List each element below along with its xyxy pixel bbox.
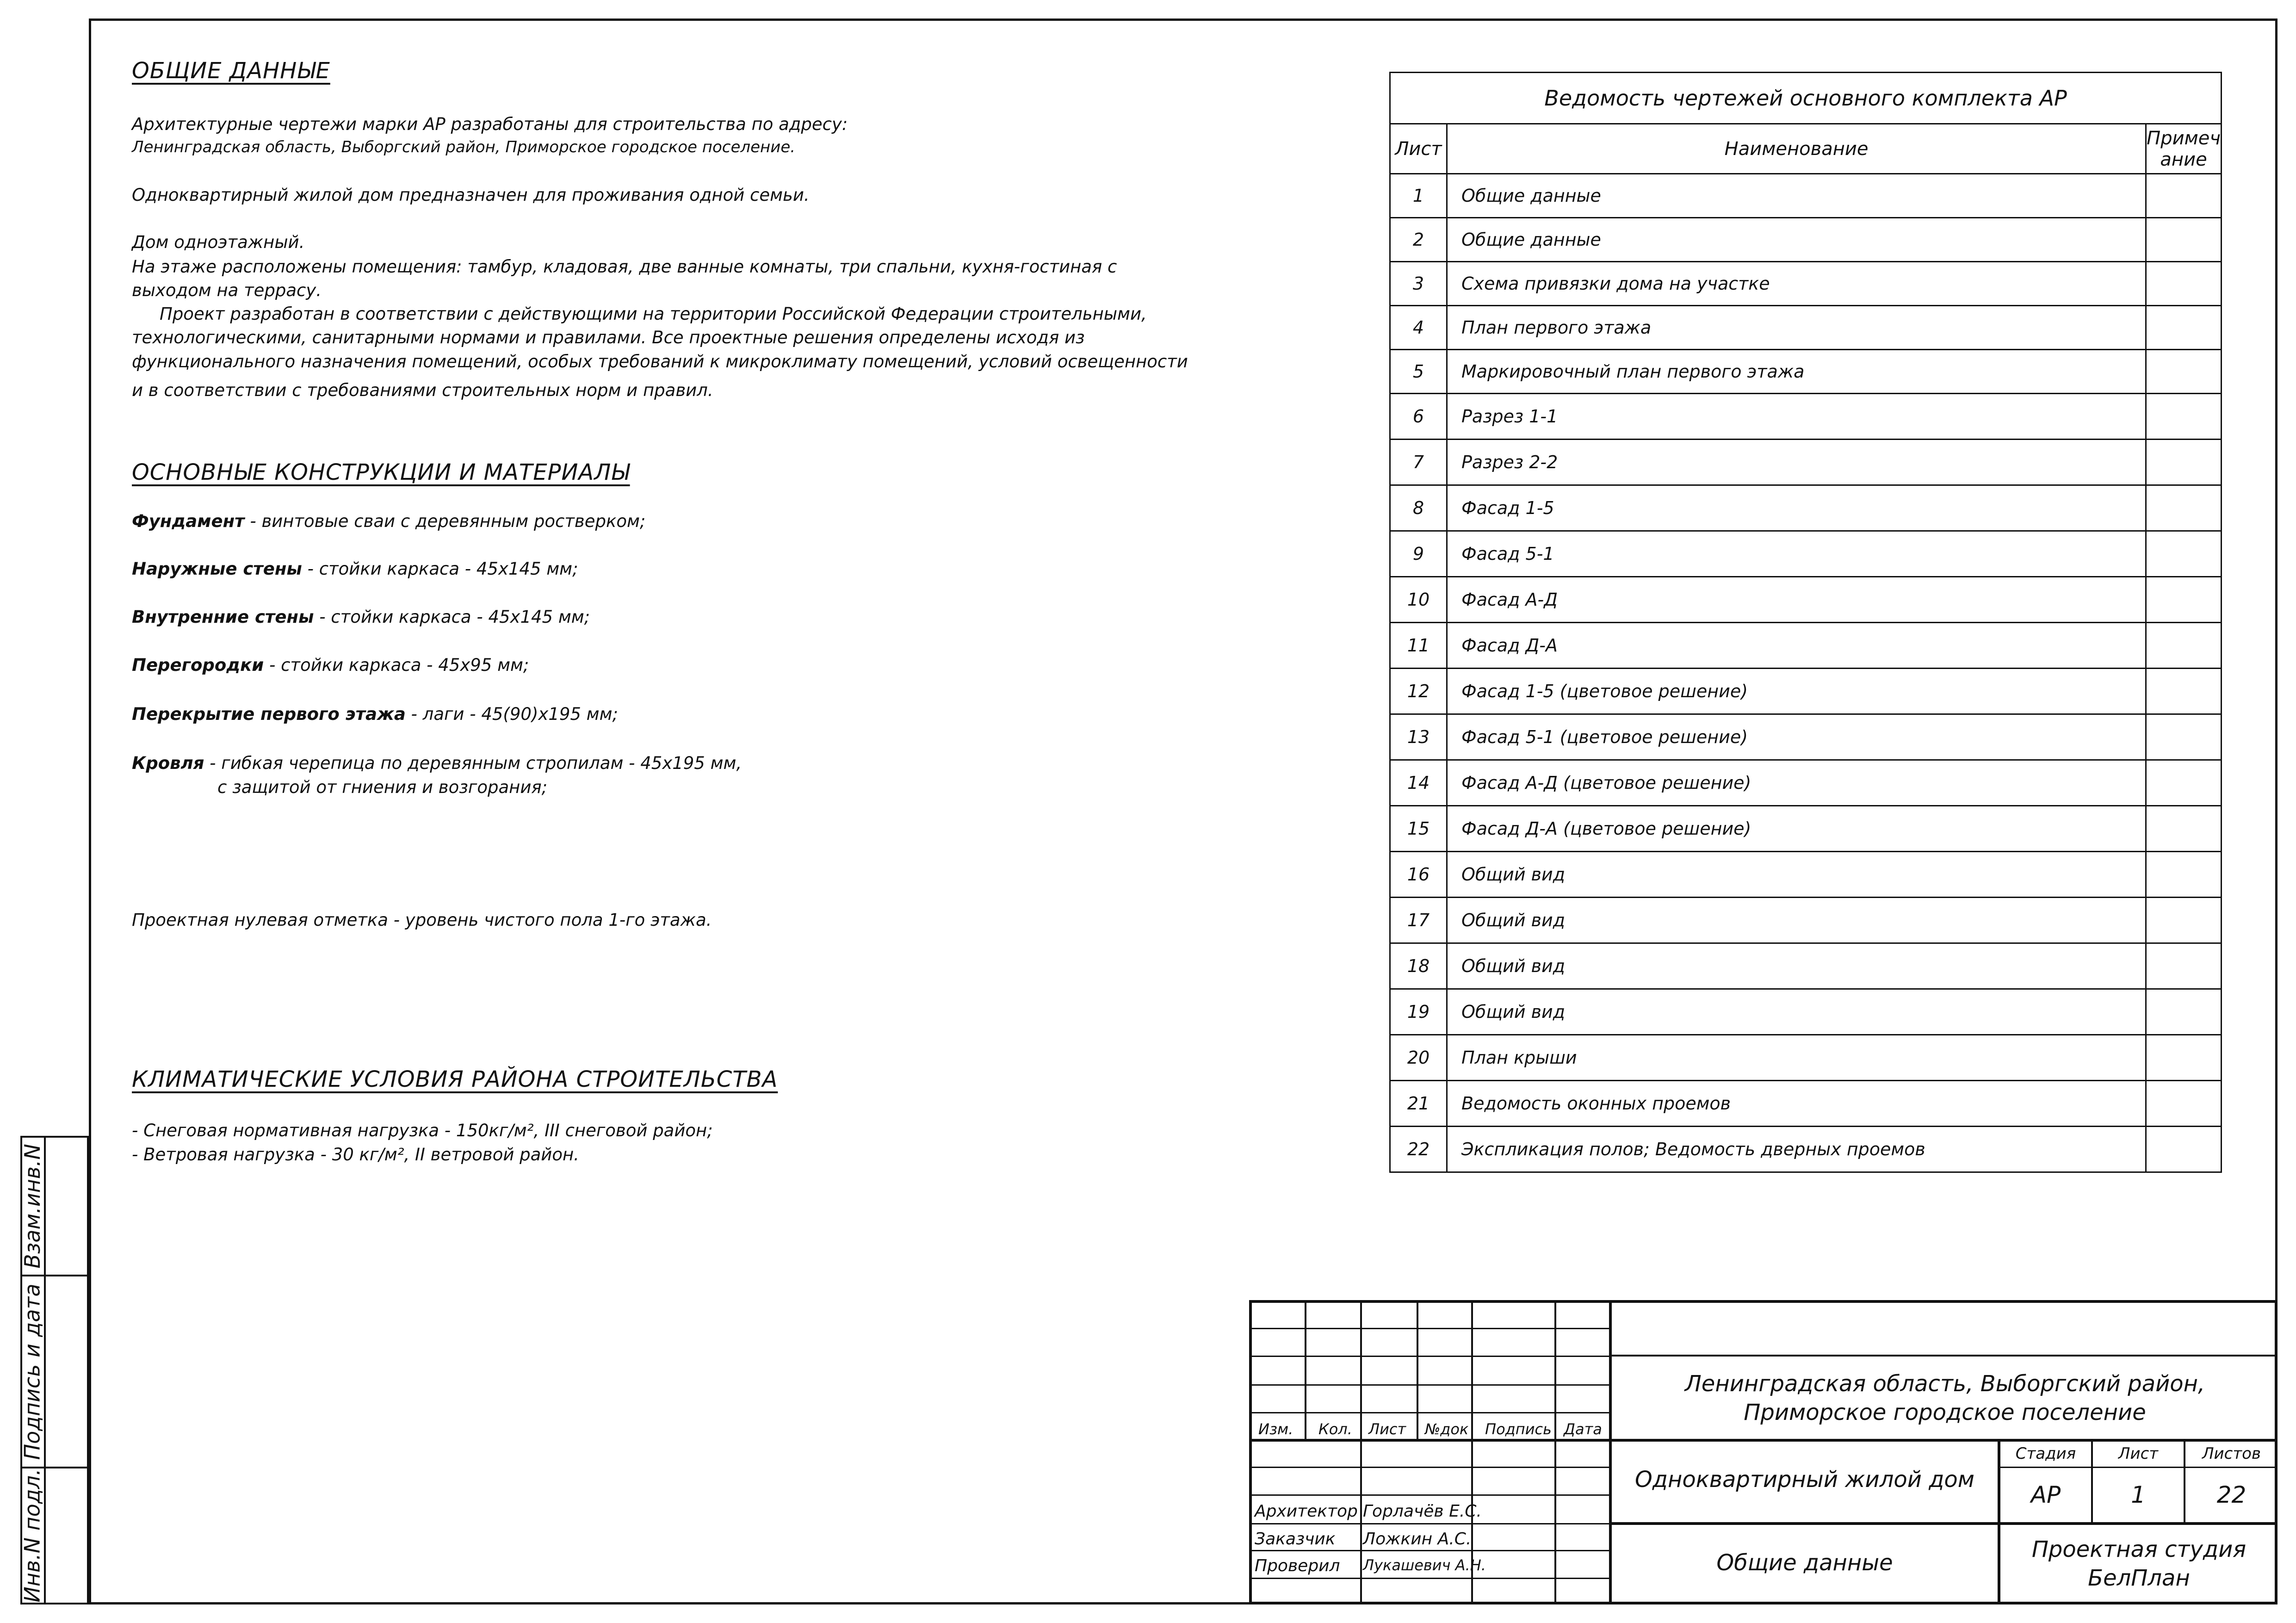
construction-item: Перекрытие первого этажа - лаги - 45(90)х195 мм; — [132, 704, 618, 724]
col-list: Лист — [1368, 1420, 1406, 1438]
sheet-row — [1390, 394, 2222, 440]
side-cell-vzam — [20, 1138, 46, 1275]
sheet-name: Общий вид — [1447, 898, 2146, 943]
side-vzam-label: Взам.инв.N — [19, 1144, 45, 1269]
sheet-row — [1390, 577, 2222, 623]
object-address: Ленинградская область, Выборгский район, Приморское городское поселение — [1684, 1371, 2205, 1425]
construction-item: Внутренние стены - стойки каркаса - 45х145 мм; — [132, 607, 590, 627]
sheet-number: 4 — [1390, 306, 1447, 350]
sheet-name: Общие данные — [1447, 174, 2146, 218]
sheet-row — [1390, 898, 2222, 943]
col-note-header: Примеч ание — [2146, 124, 2222, 174]
col-name-header: Наименование — [1447, 124, 2146, 174]
sheet-number: 10 — [1390, 577, 1447, 623]
name-checked: Лукашевич А.Н. — [1363, 1556, 1486, 1574]
sheet-number: 6 — [1390, 394, 1447, 440]
sheet-name: Фасад 5-1 (цветовое решение) — [1447, 714, 2146, 760]
sheet-number: 20 — [1390, 1035, 1447, 1081]
sheets-table — [1389, 72, 2222, 1173]
sheet-name: План крыши — [1447, 1035, 2146, 1081]
sheet-row — [1390, 350, 2222, 394]
construction-item: Перегородки - стойки каркаса - 45х95 мм; — [132, 655, 529, 675]
sheet-number: 22 — [1390, 1127, 1447, 1172]
side-cell-inv — [20, 1468, 46, 1603]
sheet-row — [1390, 1035, 2222, 1081]
sheet-note — [2146, 852, 2222, 898]
object-name: Одноквартирный жилой дом — [1635, 1467, 1974, 1493]
col-ndok: №док — [1425, 1420, 1469, 1438]
sheet-note — [2146, 218, 2222, 262]
organization: Проектная студия БелПлан — [2031, 1536, 2246, 1591]
sheet-row — [1390, 1081, 2222, 1127]
zero-mark-text: Проектная нулевая отметка - уровень чистого пола 1-го этажа. — [132, 910, 712, 930]
sheet-name: Экспликация полов; Ведомость дверных проемов — [1447, 1127, 2146, 1172]
general-p3: Одноквартирный жилой дом предназначен для проживания одной семьи. — [132, 185, 810, 205]
sheet-row — [1390, 174, 2222, 218]
sheet-name: Ведомость оконных проемов — [1447, 1081, 2146, 1127]
role-architect: Архитектор — [1255, 1502, 1358, 1521]
sheet-row — [1390, 1127, 2222, 1172]
col-podpis: Подпись — [1485, 1420, 1552, 1438]
sheet-number: 17 — [1390, 898, 1447, 943]
sheet-row — [1390, 669, 2222, 714]
general-heading: ОБЩИЕ ДАННЫЕ — [132, 58, 330, 84]
side-inv-label: Инв.N подл. — [19, 1468, 45, 1603]
sheet-row — [1390, 760, 2222, 806]
sheet-number: 1 — [1390, 174, 1447, 218]
side-cell-podpis — [20, 1276, 46, 1467]
sheet-note — [2146, 174, 2222, 218]
sheet-number: 21 — [1390, 1081, 1447, 1127]
sheet-number: 19 — [1390, 989, 1447, 1035]
sheet-value: 1 — [2131, 1481, 2146, 1508]
climate-heading: КЛИМАТИЧЕСКИЕ УСЛОВИЯ РАЙОНА СТРОИТЕЛЬСТВА — [132, 1066, 778, 1092]
sheet-note — [2146, 898, 2222, 943]
sheet-row — [1390, 531, 2222, 577]
sheet-note — [2146, 1035, 2222, 1081]
general-p6: выходом на террасу. — [132, 280, 322, 300]
climate-snow: - Снеговая нормативная нагрузка - 150кг/м², III снеговой район; — [132, 1121, 713, 1140]
stage-value: АР — [2030, 1481, 2061, 1508]
general-p7: Проект разработан в соответствии с действующими на территории Российской Федерации строительными, — [160, 304, 1147, 324]
sheet-name: Фасад Д-А (цветовое решение) — [1447, 806, 2146, 852]
sheet-number: 15 — [1390, 806, 1447, 852]
sheet-row — [1390, 218, 2222, 262]
sheet-number: 18 — [1390, 943, 1447, 989]
sheet-name: Общий вид — [1447, 943, 2146, 989]
sheet-name: Фасад А-Д (цветовое решение) — [1447, 760, 2146, 806]
sheet-title: Общие данные — [1716, 1550, 1893, 1576]
sheet-row — [1390, 852, 2222, 898]
sheet-number: 7 — [1390, 440, 1447, 485]
sheet-note — [2146, 806, 2222, 852]
sheet-label: Лист — [2118, 1444, 2159, 1463]
sheet-row — [1390, 943, 2222, 989]
sheet-name: Общие данные — [1447, 218, 2146, 262]
sheet-number: 8 — [1390, 485, 1447, 531]
sheet-note — [2146, 531, 2222, 577]
sheet-row — [1390, 306, 2222, 350]
col-data: Дата — [1564, 1420, 1602, 1438]
sheet-number: 12 — [1390, 669, 1447, 714]
general-p9: функционального назначения помещений, особых требований к микроклимату помещений, условий освещенности — [132, 352, 1188, 372]
name-customer: Ложкин А.С. — [1363, 1530, 1472, 1549]
sheet-number: 13 — [1390, 714, 1447, 760]
sheet-note — [2146, 1127, 2222, 1172]
sheets-label: Листов — [2202, 1444, 2261, 1463]
sheet-note — [2146, 669, 2222, 714]
roof-continuation: с защитой от гниения и возгорания; — [217, 777, 548, 797]
climate-wind: - Ветровая нагрузка - 30 кг/м², II ветровой район. — [132, 1145, 579, 1165]
sheet-row — [1390, 714, 2222, 760]
sheet-note — [2146, 623, 2222, 669]
general-p1: Архитектурные чертежи марки АР разработаны для строительства по адресу: — [132, 114, 848, 134]
sheet-row — [1390, 623, 2222, 669]
sheets-value: 22 — [2216, 1481, 2246, 1508]
general-p2: Ленинградская область, Выборгский район, Приморское городское поселение. — [132, 138, 796, 156]
sheet-note — [2146, 485, 2222, 531]
sheet-name: Разрез 1-1 — [1447, 394, 2146, 440]
sheet-note — [2146, 714, 2222, 760]
sheet-row — [1390, 806, 2222, 852]
sheet-number: 3 — [1390, 262, 1447, 306]
sheet-note — [2146, 350, 2222, 394]
col-kol: Кол. — [1318, 1420, 1352, 1438]
sheet-name: Фасад Д-А — [1447, 623, 2146, 669]
sheet-note — [2146, 440, 2222, 485]
name-architect: Горлачёв Е.С. — [1363, 1502, 1482, 1521]
sheet-row — [1390, 440, 2222, 485]
general-p4: Дом одноэтажный. — [132, 232, 305, 252]
sheet-name: Схема привязки дома на участке — [1447, 262, 2146, 306]
sheet-note — [2146, 394, 2222, 440]
sheet-number: 5 — [1390, 350, 1447, 394]
role-customer: Заказчик — [1255, 1530, 1336, 1549]
sheet-name: Фасад 1-5 (цветовое решение) — [1447, 669, 2146, 714]
sheet-name: План первого этажа — [1447, 306, 2146, 350]
sheet-note — [2146, 989, 2222, 1035]
sheet-note — [2146, 577, 2222, 623]
sheet-name: Общий вид — [1447, 989, 2146, 1035]
sheet-note — [2146, 1081, 2222, 1127]
sheet-note — [2146, 306, 2222, 350]
sheet-row — [1390, 262, 2222, 306]
sheet-number: 16 — [1390, 852, 1447, 898]
sheet-row — [1390, 485, 2222, 531]
sheet-number: 14 — [1390, 760, 1447, 806]
general-p8: технологическими, санитарными нормами и правилами. Все проектные решения определены исходя из — [132, 328, 1085, 347]
sheet-name: Разрез 2-2 — [1447, 440, 2146, 485]
sheet-number: 2 — [1390, 218, 1447, 262]
sheet-note — [2146, 262, 2222, 306]
side-podpis-label: Подпись и дата — [19, 1283, 45, 1460]
sheet-name: Фасад А-Д — [1447, 577, 2146, 623]
construction-item: Кровля - гибкая черепица по деревянным стропилам - 45х195 мм, — [132, 753, 742, 773]
col-sheet-header: Лист — [1390, 124, 1447, 174]
sheet-number: 11 — [1390, 623, 1447, 669]
stage-label: Стадия — [2015, 1444, 2076, 1463]
sheet-name: Общий вид — [1447, 852, 2146, 898]
sheet-name: Фасад 1-5 — [1447, 485, 2146, 531]
sheet-row — [1390, 989, 2222, 1035]
col-izm: Изм. — [1258, 1420, 1293, 1438]
constructions-heading: ОСНОВНЫЕ КОНСТРУКЦИИ И МАТЕРИАЛЫ — [132, 459, 630, 485]
construction-item: Наружные стены - стойки каркаса - 45х145 мм; — [132, 559, 578, 579]
general-p10: и в соответствии с требованиями строительных норм и правил. — [132, 380, 713, 400]
sheet-note — [2146, 943, 2222, 989]
role-checked: Проверил — [1255, 1556, 1340, 1575]
sheet-note — [2146, 760, 2222, 806]
sheet-name: Маркировочный план первого этажа — [1447, 350, 2146, 394]
sheets-table-title: Ведомость чертежей основного комплекта АР — [1390, 73, 2222, 124]
construction-item: Фундамент - винтовые сваи с деревянным ростверком; — [132, 511, 646, 531]
sheet-number: 9 — [1390, 531, 1447, 577]
sheet-name: Фасад 5-1 — [1447, 531, 2146, 577]
general-p5: На этаже расположены помещения: тамбур, кладовая, две ванные комнаты, три спальни, кухня-гостиная с — [132, 257, 1117, 277]
